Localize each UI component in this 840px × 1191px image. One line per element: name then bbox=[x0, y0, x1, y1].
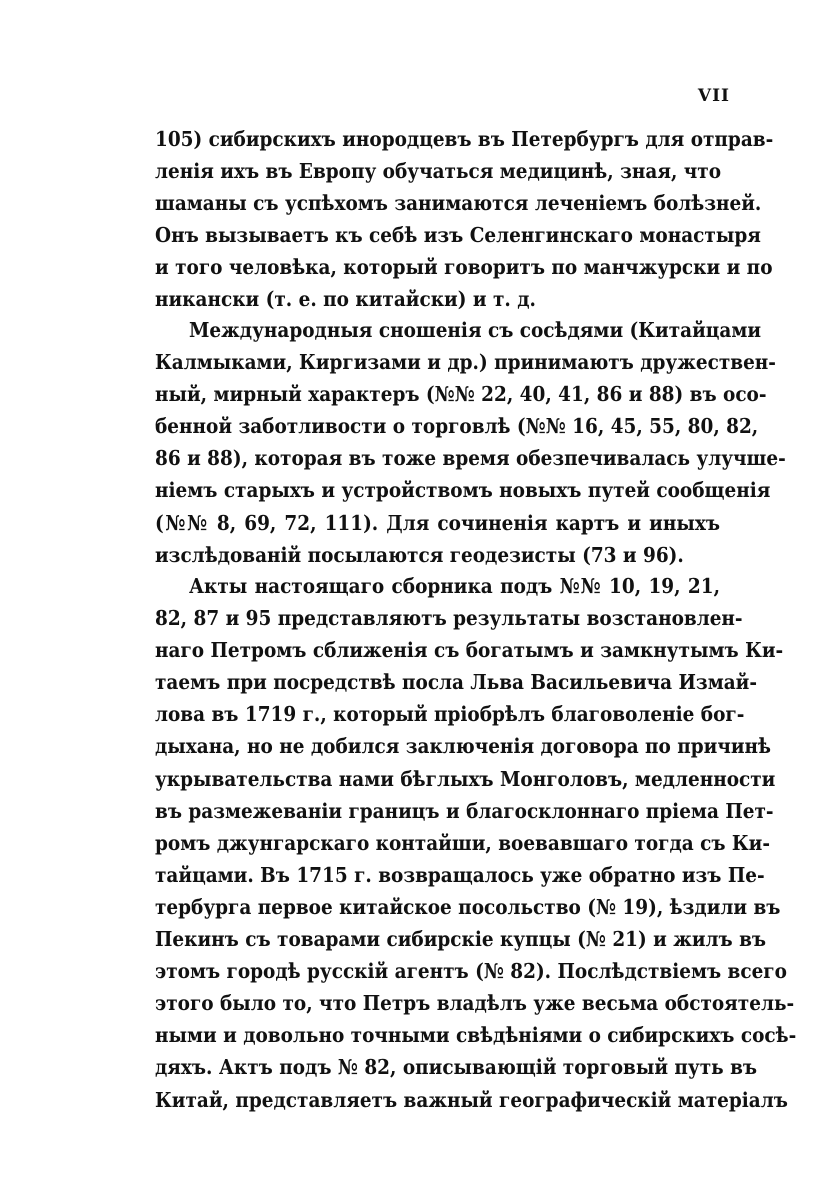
text-line: ромъ джунгарскаго контайши, воевавшаго тогда съ Ки- bbox=[155, 830, 771, 855]
page-number: VII bbox=[697, 86, 730, 106]
text-line: бенной заботливости о торговлѣ (№№ 16, 45, 55, 80, 82, bbox=[155, 414, 759, 439]
text-line: никански (т. е. по китайски) и т. д. bbox=[155, 287, 536, 312]
text-line: укрывательства нами бѣглыхъ Монголовъ, медленности bbox=[155, 766, 776, 791]
text-line: Акты настоящаго сборника подъ №№ 10, 19, 21, bbox=[189, 574, 720, 598]
text-line: этого было то, что Петръ владѣлъ уже весьма обстоятель- bbox=[155, 991, 795, 1016]
text-line: дяхъ. Актъ подъ № 82, описывающій торговый путь въ bbox=[155, 1055, 758, 1080]
text-line: 105) сибирскихъ инородцевъ въ Петербургъ для отправ- bbox=[155, 127, 774, 151]
text-line: ный, мирный характеръ (№№ 22, 40, 41, 86 и 88) въ осо- bbox=[155, 382, 767, 407]
text-line: дыхана, но не добился заключенія договора по причинѣ bbox=[155, 734, 772, 759]
text-line: наго Петромъ сближенія съ богатымъ и замкнутымъ Ки- bbox=[155, 638, 784, 663]
text-line: ніемъ старыхъ и устройствомъ новыхъ путей сообщенія bbox=[155, 478, 771, 503]
paragraph-3 bbox=[155, 570, 797, 1116]
text-line: ными и довольно точными свѣдѣніями о сибирскихъ сосѣ- bbox=[155, 1023, 797, 1048]
text-line: Китай, представляетъ важный географическій матеріалъ bbox=[155, 1087, 788, 1112]
paragraph-2 bbox=[155, 314, 786, 571]
text-line: въ размежеваніи границъ и благосклоннаго пріема Пет- bbox=[155, 798, 774, 823]
text-line: ленія ихъ въ Европу обучаться медицинѣ, зная, что bbox=[155, 159, 722, 184]
text-line: и того человѣка, который говоритъ по манчжурски и по bbox=[155, 255, 773, 280]
text-line: Международныя сношенія съ сосѣдями (Китайцами bbox=[189, 318, 762, 342]
text-line: 82, 87 и 95 представляютъ результаты возстановлен- bbox=[155, 606, 743, 631]
text-line: шаманы съ успѣхомъ занимаются леченіемъ болѣзней. bbox=[155, 191, 762, 216]
text-line: тайцами. Въ 1715 г. возвращалось уже обратно изъ Пе- bbox=[155, 862, 765, 887]
text-line: Калмыками, Киргизами и др.) принимаютъ дружествен- bbox=[155, 350, 776, 375]
text-line: этомъ городѣ русскій агентъ (№ 82). Послѣдствіемъ всего bbox=[155, 959, 787, 984]
text-line: тербурга первое китайское посольство (№ 19), ѣздили въ bbox=[155, 894, 781, 919]
text-line: 86 и 88), которая въ тоже время обезпечивалась улучше- bbox=[155, 446, 786, 471]
text-line: Онъ вызываетъ къ себѣ изъ Селенгинскаго монастыря bbox=[155, 223, 761, 248]
text-line: изслѣдованій посылаются геодезисты (73 и 96). bbox=[155, 542, 684, 567]
text-line: Пекинъ съ товарами сибирскіе купцы (№ 21) и жилъ въ bbox=[155, 927, 767, 952]
text-line: (№№ 8, 69, 72, 111). Для сочиненія картъ и иныхъ bbox=[155, 510, 720, 535]
paragraph-1 bbox=[155, 123, 774, 316]
text-line: лова въ 1719 г., который пріобрѣлъ благоволеніе бог- bbox=[155, 702, 745, 727]
text-line: таемъ при посредствѣ посла Льва Васильевича Измай- bbox=[155, 670, 758, 695]
